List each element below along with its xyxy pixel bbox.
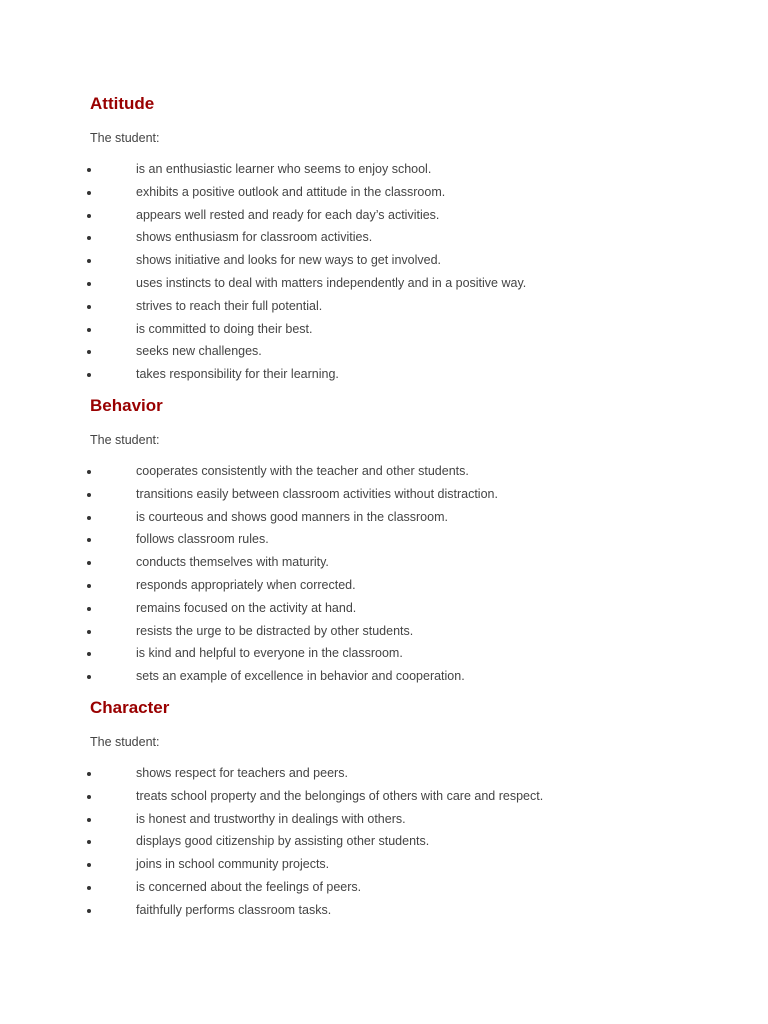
- bullet-icon: [87, 675, 91, 679]
- bullet-icon: [87, 863, 91, 867]
- list-item: [0, 853, 768, 876]
- list-item-text: displays good citizenship by assisting other students.: [136, 834, 430, 849]
- list-item: [0, 665, 768, 688]
- list-item: [0, 762, 768, 785]
- bullet-icon: [87, 840, 91, 844]
- list-item-text: is honest and trustworthy in dealings with others.: [136, 811, 406, 826]
- bullet-icon: [87, 584, 91, 588]
- bullet-icon: [87, 470, 91, 474]
- list-item-text: faithfully performs classroom tasks.: [136, 902, 332, 917]
- list-item-text: strives to reach their full potential.: [136, 298, 323, 313]
- list-item: [0, 483, 768, 506]
- list-item: [0, 460, 768, 483]
- list-item: [0, 899, 768, 922]
- list-item-text: takes responsibility for their learning.: [136, 367, 339, 382]
- list-item: [0, 642, 768, 665]
- bullet-icon: [87, 516, 91, 520]
- list-item: [0, 295, 768, 318]
- list-item-text: shows enthusiasm for classroom activities.: [136, 230, 373, 245]
- behavior-heading: Behavior: [90, 396, 163, 415]
- list-item: [0, 318, 768, 341]
- list-item: [0, 158, 768, 181]
- list-item-text: remains focused on the activity at hand.: [136, 600, 357, 615]
- list-item: [0, 574, 768, 597]
- bullet-icon: [87, 282, 91, 286]
- list-item-text: seeks new challenges.: [136, 344, 262, 359]
- list-item: [0, 551, 768, 574]
- list-item-text: treats school property and the belongings of others with care and respect.: [136, 788, 544, 803]
- list-item-text: follows classroom rules.: [136, 532, 269, 547]
- behavior-list: [0, 460, 768, 688]
- attitude-heading: Attitude: [90, 94, 155, 113]
- list-item: [0, 226, 768, 249]
- bullet-icon: [87, 561, 91, 565]
- list-item: [0, 506, 768, 529]
- list-item-text: is courteous and shows good manners in the classroom.: [136, 509, 448, 524]
- character-list: [0, 762, 768, 922]
- list-item: [0, 204, 768, 227]
- attitude-list: [0, 158, 768, 386]
- bullet-icon: [87, 607, 91, 611]
- list-item-text: conducts themselves with maturity.: [136, 555, 329, 570]
- bullet-icon: [87, 305, 91, 309]
- bullet-icon: [87, 493, 91, 497]
- list-item-text: is concerned about the feelings of peers.: [136, 879, 362, 894]
- list-item-text: responds appropriately when corrected.: [136, 577, 356, 592]
- list-item: [0, 528, 768, 551]
- bullet-icon: [87, 795, 91, 799]
- list-item: [0, 830, 768, 853]
- list-item: [0, 620, 768, 643]
- list-item-text: uses instincts to deal with matters independently and in a positive way.: [136, 275, 527, 290]
- bullet-icon: [87, 886, 91, 890]
- bullet-icon: [87, 538, 91, 542]
- list-item: [0, 363, 768, 386]
- list-item-text: is an enthusiastic learner who seems to enjoy school.: [136, 162, 432, 176]
- list-item-text: shows respect for teachers and peers.: [136, 766, 348, 780]
- list-item-text: exhibits a positive outlook and attitude in the classroom.: [136, 184, 446, 199]
- list-item-text: is committed to doing their best.: [136, 321, 313, 336]
- bullet-icon: [87, 328, 91, 332]
- list-item-text: cooperates consistently with the teacher and other students.: [136, 464, 469, 478]
- bullet-icon: [87, 191, 91, 195]
- list-item-text: shows initiative and looks for new ways to get involved.: [136, 253, 442, 268]
- bullet-icon: [87, 350, 91, 354]
- bullet-icon: [87, 214, 91, 218]
- list-item-text: appears well rested and ready for each day’s activities.: [136, 207, 440, 222]
- character-intro: The student:: [90, 735, 160, 749]
- bullet-icon: [87, 630, 91, 634]
- bullet-icon: [87, 818, 91, 822]
- bullet-icon: [87, 909, 91, 913]
- bullet-icon: [87, 772, 91, 776]
- list-item: [0, 249, 768, 272]
- list-item: [0, 340, 768, 363]
- list-item-text: transitions easily between classroom activities without distraction.: [136, 486, 498, 501]
- list-item-text: sets an example of excellence in behavior and cooperation.: [136, 669, 465, 684]
- bullet-icon: [87, 236, 91, 240]
- list-item: [0, 181, 768, 204]
- bullet-icon: [87, 652, 91, 656]
- list-item-text: is kind and helpful to everyone in the classroom.: [136, 646, 403, 661]
- attitude-intro: The student:: [90, 131, 160, 145]
- list-item-text: joins in school community projects.: [136, 857, 330, 872]
- character-heading: Character: [90, 698, 170, 717]
- bullet-icon: [87, 373, 91, 377]
- bullet-icon: [87, 259, 91, 263]
- list-item: [0, 597, 768, 620]
- list-item: [0, 272, 768, 295]
- list-item-text: resists the urge to be distracted by other students.: [136, 623, 414, 638]
- bullet-icon: [87, 168, 91, 172]
- list-item: [0, 876, 768, 899]
- list-item: [0, 785, 768, 808]
- behavior-intro: The student:: [90, 433, 160, 447]
- list-item: [0, 808, 768, 831]
